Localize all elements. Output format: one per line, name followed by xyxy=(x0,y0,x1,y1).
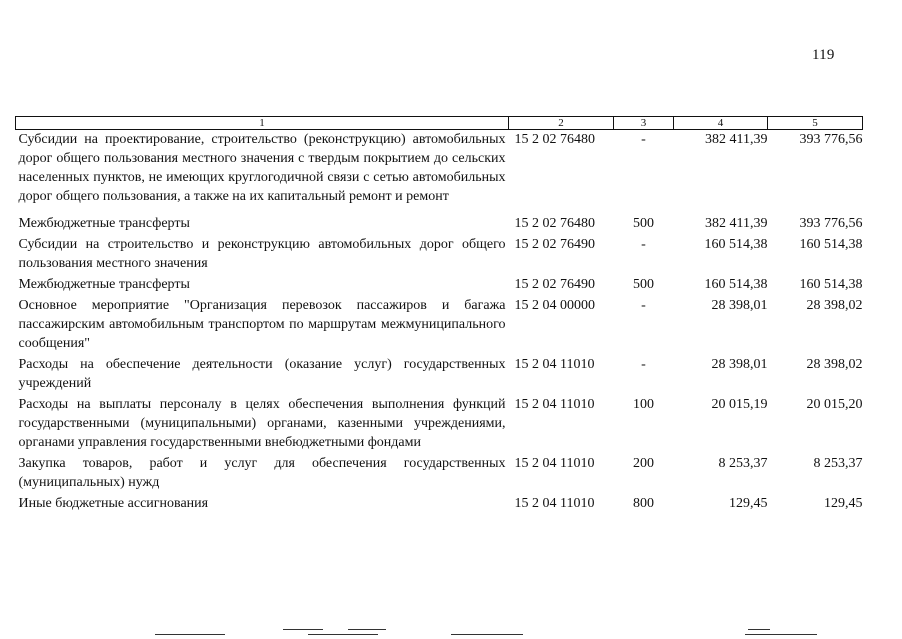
row-sum-col4: 129,45 xyxy=(729,496,768,511)
row-name: Иные бюджетные ассигнования xyxy=(18,496,209,511)
row-code: 15 2 04 11010 xyxy=(514,397,595,412)
row-sum-col5: 393 776,56 xyxy=(799,132,863,147)
table-row xyxy=(16,395,863,454)
row-name: Субсидии на строительство и реконструкцию автомобильных дорог общего пользования местного значения xyxy=(18,237,506,271)
table-row xyxy=(16,130,863,209)
table-row xyxy=(16,296,863,355)
row-sum-col5: 160 514,38 xyxy=(799,237,863,252)
row-code: 15 2 04 11010 xyxy=(514,357,595,372)
row-name: Основное мероприятие "Организация перевозок пассажиров и багажа пассажирским автомобильным транспортом по маршрутам межмуниципального сообщения" xyxy=(18,298,506,351)
table-row xyxy=(16,494,863,515)
row-expense-type: 100 xyxy=(633,397,654,412)
row-name: Межбюджетные трансферты xyxy=(18,277,190,292)
row-sum-col4: 160 514,38 xyxy=(704,277,768,292)
footer-divider xyxy=(451,634,523,635)
row-expense-type: 800 xyxy=(633,496,654,511)
row-sum-col4: 28 398,01 xyxy=(711,357,768,372)
table-row xyxy=(16,355,863,395)
row-name: Субсидии на проектирование, строительство (реконструкцию) автомобильных дорог общего пользования местного значения с твердым покрытием до сельских населенных пунктов, не имеющих круглогодичной связи с сетью автомобильных дорог общего пользования, а также на их капитальный ремонт и ремонт xyxy=(18,132,506,204)
row-name: Расходы на обеспечение деятельности (оказание услуг) государственных учреждений xyxy=(18,357,506,391)
row-code: 15 2 04 00000 xyxy=(514,298,595,313)
row-sum-col5: 393 776,56 xyxy=(799,216,863,231)
page-number: 119 xyxy=(812,47,835,63)
header-row xyxy=(16,117,863,130)
row-expense-type: 500 xyxy=(633,277,654,292)
header-col-4: 4 xyxy=(674,117,768,130)
row-name: Расходы на выплаты персоналу в целях обеспечения выполнения функций государственными (муниципальными) органами, казенными учреждениями, органами управления государственными внебюджетными фондами xyxy=(18,397,506,450)
row-code: 15 2 02 76490 xyxy=(514,277,595,292)
row-code: 15 2 02 76480 xyxy=(514,216,595,231)
row-sum-col5: 129,45 xyxy=(824,496,863,511)
footer-scan-lines xyxy=(0,626,902,639)
row-sum-col4: 8 253,37 xyxy=(718,456,768,471)
table-row xyxy=(16,208,863,235)
row-code: 15 2 04 11010 xyxy=(514,456,595,471)
header-col-5: 5 xyxy=(768,117,863,130)
row-expense-type: 200 xyxy=(633,456,654,471)
row-sum-col5: 20 015,20 xyxy=(806,397,863,412)
footer-divider xyxy=(155,634,225,635)
row-name: Межбюджетные трансферты xyxy=(18,216,190,231)
row-expense-type: 500 xyxy=(633,216,654,231)
row-name: Закупка товаров, работ и услуг для обеспечения государственных (муниципальных) нужд xyxy=(18,456,506,490)
header-col-2: 2 xyxy=(509,117,614,130)
row-sum-col4: 28 398,01 xyxy=(711,298,768,313)
header-col-1: 1 xyxy=(16,117,509,130)
footer-divider xyxy=(748,629,770,630)
header-col-3: 3 xyxy=(614,117,674,130)
row-sum-col4: 20 015,19 xyxy=(711,397,768,412)
row-code: 15 2 02 76480 xyxy=(514,132,595,147)
row-expense-type: - xyxy=(641,357,646,372)
footer-divider xyxy=(348,629,386,630)
row-sum-col4: 382 411,39 xyxy=(705,132,768,147)
row-sum-col5: 8 253,37 xyxy=(813,456,863,471)
row-sum-col5: 160 514,38 xyxy=(799,277,863,292)
footer-divider xyxy=(308,634,378,635)
row-sum-col5: 28 398,02 xyxy=(806,298,863,313)
row-sum-col4: 160 514,38 xyxy=(704,237,768,252)
row-sum-col5: 28 398,02 xyxy=(806,357,863,372)
table-row xyxy=(16,275,863,296)
row-expense-type: - xyxy=(641,132,646,147)
budget-table xyxy=(15,116,863,515)
table-header xyxy=(16,117,863,130)
row-expense-type: - xyxy=(641,237,646,252)
footer-divider xyxy=(745,634,817,635)
row-sum-col4: 382 411,39 xyxy=(705,216,768,231)
table-body xyxy=(16,130,863,516)
row-code: 15 2 04 11010 xyxy=(514,496,595,511)
row-code: 15 2 02 76490 xyxy=(514,237,595,252)
table-row xyxy=(16,454,863,494)
row-expense-type: - xyxy=(641,298,646,313)
table-row xyxy=(16,235,863,275)
footer-divider xyxy=(283,629,323,630)
